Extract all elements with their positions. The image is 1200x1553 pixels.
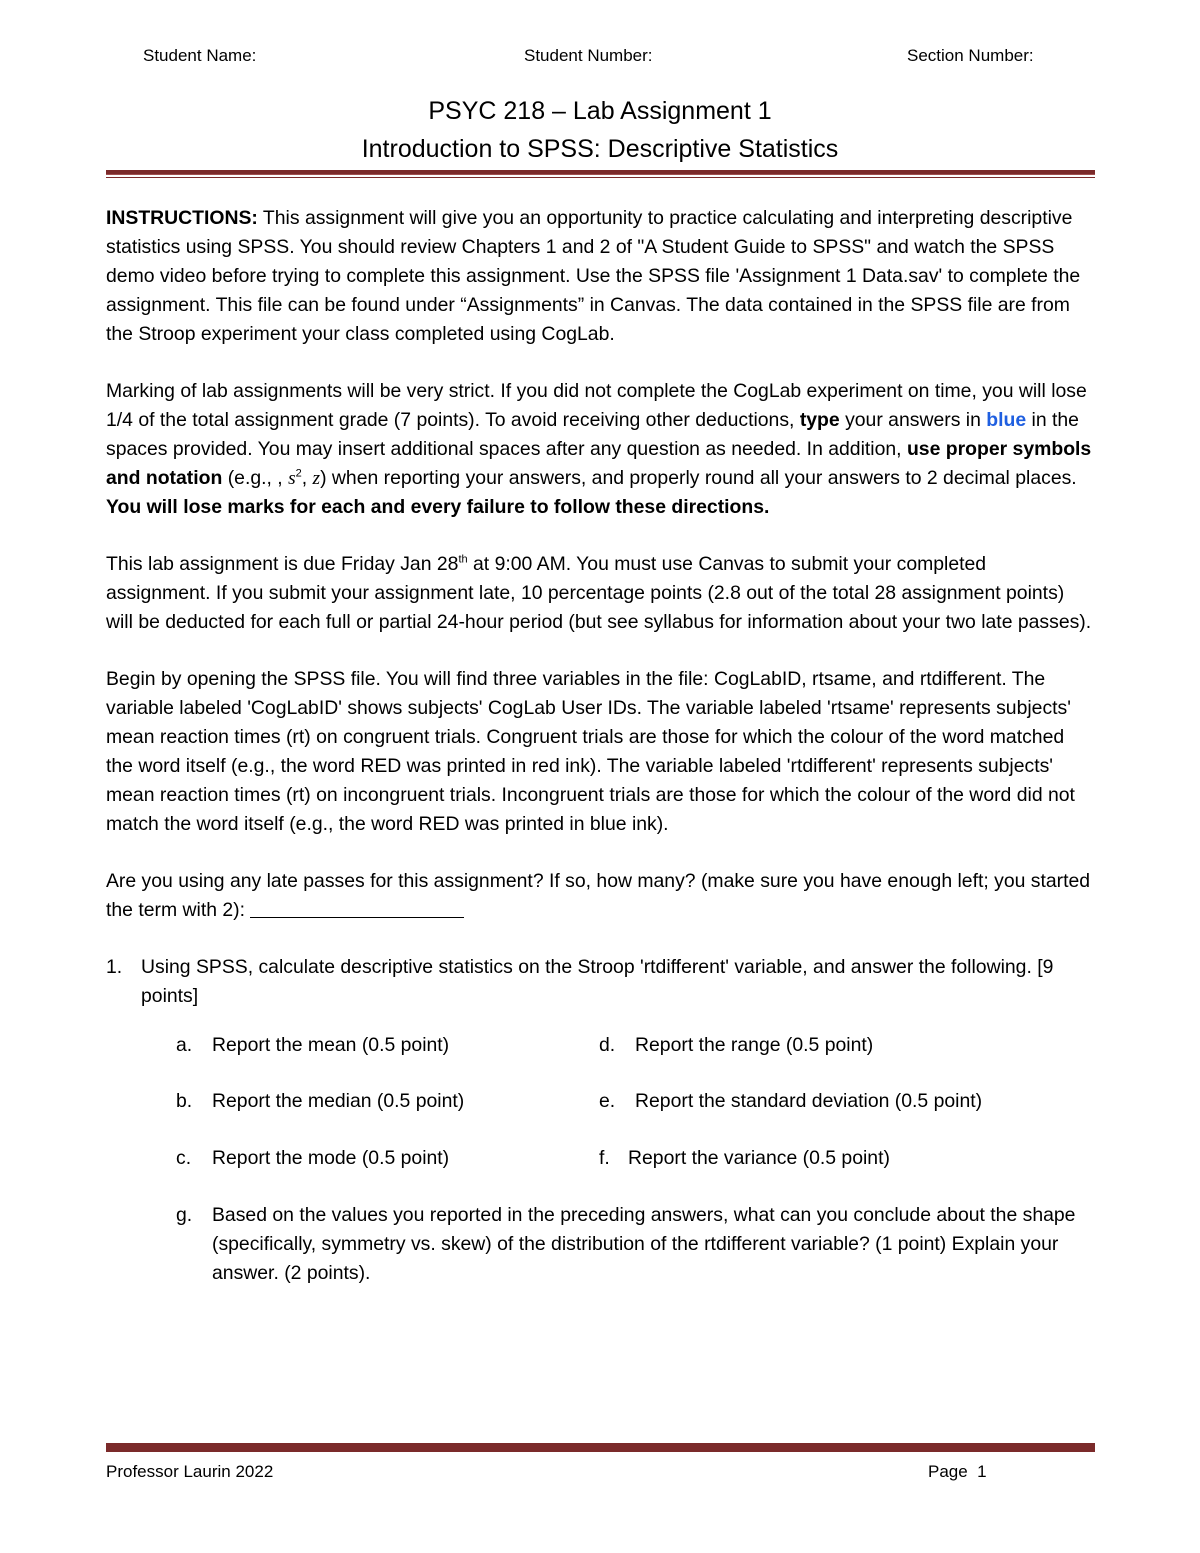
subitem-a (176, 1031, 449, 1060)
marking-blue-word: blue (986, 409, 1027, 431)
marking-text-3: in the spaces provided. You may insert additional spaces after any question as needed. In addition, (106, 409, 1079, 460)
marking-paragraph (106, 377, 1096, 522)
marking-text-1: Marking of lab assignments will be very strict. If you did not complete the CogLab experiment on time, you will lose 1/4 of the total assignment grade (7 points). To avoid receiving other deductions, (106, 380, 1087, 431)
subitem-c-label: c. (176, 1147, 192, 1169)
subitem-g-text: Based on the values you reported in the preceding answers, what can you conclude about the shape (specifically, symmetry vs. skew) of the distribution of the rtdifferent variable? (1 point) Explain your answer. (2 points). (212, 1204, 1076, 1284)
header-fields (0, 46, 1200, 70)
symbol-s-sup: 2 (295, 467, 302, 480)
symbol-z: z (312, 468, 321, 489)
subitem-f-label: f. (599, 1147, 610, 1169)
instructions-paragraph (106, 204, 1096, 349)
subitem-b-text: Report the median (0.5 point) (212, 1090, 465, 1112)
marking-warning: You will lose marks for each and every failure to follow these directions. (106, 496, 770, 518)
student-number-label: Student Number: (524, 46, 653, 65)
page-title (0, 92, 1200, 168)
subitem-b (176, 1087, 464, 1116)
marking-notation: use proper symbols and notation (106, 438, 1092, 489)
marking-text-4: (e.g., , (222, 467, 289, 489)
subitem-f (599, 1144, 890, 1173)
marking-type-word: type (799, 409, 840, 431)
section-number-label: Section Number: (907, 46, 1034, 65)
due-sup: th (458, 553, 468, 566)
marking-text-5: , (301, 467, 313, 489)
question-1 (106, 953, 1096, 1011)
marking-text-6: ) when reporting your answers, and properly round all your answers to 2 decimal places. (320, 467, 1077, 489)
subitem-a-text: Report the mean (0.5 point) (212, 1034, 450, 1056)
footer-page-number: Page 1 (928, 1462, 987, 1481)
begin-paragraph: Begin by opening the SPSS file. You will find three variables in the file: CogLabID, rtsame, and rtdifferent. The variable labeled 'CogLabID' shows subjects' CogLab User IDs. The variable labeled 'rtsame' represents subjects' mean reaction times (rt) on congruent trials. Congruent trials are those for which the colour of the word matched the word itself (e.g., the word RED was printed in red ink). The variable labeled 'rtdifferent' represents subjects' mean reaction times (rt) on incongruent trials. Incongruent trials are those for which the colour of the word did not match the word itself (e.g., the word RED was printed in blue ink). (106, 668, 1075, 835)
instructions-label: INSTRUCTIONS: (106, 207, 258, 229)
top-divider (106, 170, 1095, 175)
late-passes-text: Are you using any late passes for this assignment? If so, how many? (make sure you have enough left; you started the term with 2): (106, 870, 1091, 921)
subitem-b-label: b. (176, 1090, 193, 1112)
due-paragraph (106, 550, 1096, 637)
subitem-f-text: Report the variance (0.5 point) (628, 1147, 890, 1169)
instructions-text: This assignment will give you an opportunity to practice calculating and interpreting descriptive statistics using SPSS. You should review Chapters 1 and 2 of "A Student Guide to SPSS" and watch the SPSS demo video before trying to complete this assignment. Use the SPSS file 'Assignment 1 Data.sav' to complete the assignment. This file can be found under “Assignments” in Canvas. The data contained in the SPSS file are from the Stroop experiment your class completed using CogLab. (106, 207, 1081, 345)
subitem-g (106, 1201, 1096, 1288)
subitem-e-text: Report the standard deviation (0.5 point) (635, 1090, 983, 1112)
late-passes-answer-blank[interactable] (250, 897, 464, 918)
late-passes-paragraph (106, 867, 1096, 925)
student-name-label: Student Name: (143, 46, 257, 65)
subitem-c (176, 1144, 449, 1173)
subitem-c-text: Report the mode (0.5 point) (212, 1147, 450, 1169)
subitem-e-label: e. (599, 1090, 616, 1112)
subitem-d (599, 1031, 873, 1060)
document-body (106, 204, 1096, 1288)
title-line-2: Introduction to SPSS: Descriptive Statistics (361, 135, 839, 163)
subitem-g-label: g. (176, 1204, 193, 1226)
top-divider-thin (106, 177, 1095, 178)
subitem-e (599, 1087, 982, 1116)
marking-text-2: your answers in (839, 409, 987, 431)
subitem-d-label: d. (599, 1034, 616, 1056)
question-1-text: Using SPSS, calculate descriptive statistics on the Stroop 'rtdifferent' variable, and answer the following. [9 points] (141, 956, 1054, 1007)
subitem-a-label: a. (176, 1034, 193, 1056)
question-1-number: 1. (106, 956, 123, 978)
bottom-divider (106, 1443, 1095, 1452)
footer-professor: Professor Laurin 2022 (106, 1462, 274, 1481)
due-text-1: This lab assignment is due Friday Jan 28 (106, 553, 459, 575)
title-line-1: PSYC 218 – Lab Assignment 1 (428, 97, 772, 125)
symbol-s: s (288, 468, 296, 489)
due-text-2: at 9:00 AM. You must use Canvas to submit your completed assignment. If you submit your assignment late, 10 percentage points (2.8 out of the total 28 assignment points) will be deducted for each full or partial 24-hour period (but see syllabus for information about your two late passes). (106, 553, 1092, 633)
subitem-d-text: Report the range (0.5 point) (635, 1034, 874, 1056)
